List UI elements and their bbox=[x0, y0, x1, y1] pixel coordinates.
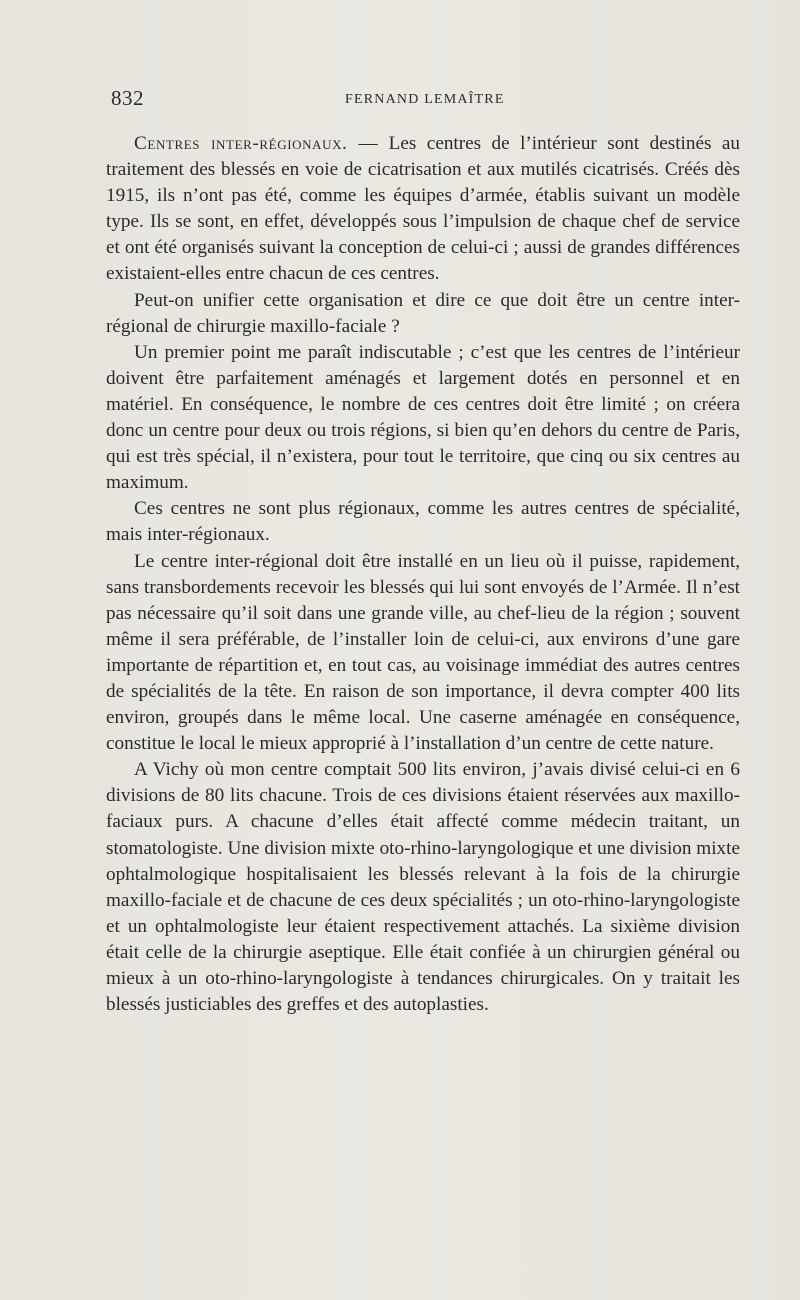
paragraph: Un premier point me paraît indiscutable ; c’est que les centres de l’intérieur doivent être parfaitement aménagés et largement dotés en personnel et en matériel. En conséquence, le nombre de ces centres doit être limité ; on créera donc un centre pour deux ou trois régions, si bien qu’en dehors du centre de Paris, qui est très spécial, il n’existera, pour tout le territoire, que cinq ou six centres au maximum. bbox=[106, 341, 740, 494]
page-header bbox=[111, 86, 741, 116]
section-heading: Centres inter-régionaux. — bbox=[134, 133, 379, 154]
paragraph: Ces centres ne sont plus régionaux, comme les autres centres de spécialité, mais inter-régionaux. bbox=[106, 498, 740, 546]
body-text bbox=[106, 131, 740, 1018]
running-head: FERNAND LEMAÎTRE bbox=[345, 92, 505, 107]
paragraph bbox=[106, 131, 740, 288]
page-number: 832 bbox=[111, 86, 144, 110]
paragraph: A Vichy où mon centre comptait 500 lits environ, j’avais divisé celui-ci en 6 divisions de 80 lits chacune. Trois de ces divisions étaient réservées aux maxillo-faciaux purs. A chacune d’elles était affecté comme médecin traitant, un stomatologiste. Une division mixte oto-rhino-laryngologique et une division mixte ophtalmologique hospitalisaient les blessés relevant à la fois de la chirurgie maxillo-faciale et de chacune de ces deux spécialités ; un oto-rhino-laryngologiste et un ophtalmologiste leur étaient respectivement attachés. La sixième division était celle de la chirurgie aseptique. Elle était confiée à un chirurgien général ou mieux à un oto-rhino-laryngologiste à tendances chirurgicales. On y traitait les blessés justiciables des greffes et des autoplasties. bbox=[106, 759, 740, 1016]
paragraph: Le centre inter-régional doit être installé en un lieu où il puisse, rapidement, sans transbordements recevoir les blessés qui lui sont envoyés de l’Armée. Il n’est pas nécessaire qu’il soit dans une grande ville, au chef-lieu de la région ; souvent même il sera préférable, de l’installer loin de celui-ci, aux environs d’une gare importante de répartition et, en tout cas, au voisinage immédiat des autres centres de spécialités de la tête. En raison de son importance, il devra compter 400 lits environ, groupés dans le même local. Une caserne aménagée en conséquence, constitue le local le mieux approprié à l’installation d’un centre de cette nature. bbox=[106, 550, 740, 755]
paragraph: Peut-on unifier cette organisation et dire ce que doit être un centre inter-régional de chirurgie maxillo-faciale ? bbox=[106, 289, 740, 337]
paragraph-text: Les centres de l’intérieur sont destinés au traitement des blessés en voie de cicatrisation et aux mutilés cicatrisés. Créés dès 1915, ils n’ont pas été, comme les équipes d’armée, établis suivant un modèle type. Ils se sont, en effet, développés sous l’impulsion de chaque chef de service et ont été organisés suivant la conception de celui-ci ; aussi de grandes différences existaient-elles entre chacun de ces centres. bbox=[106, 133, 740, 285]
